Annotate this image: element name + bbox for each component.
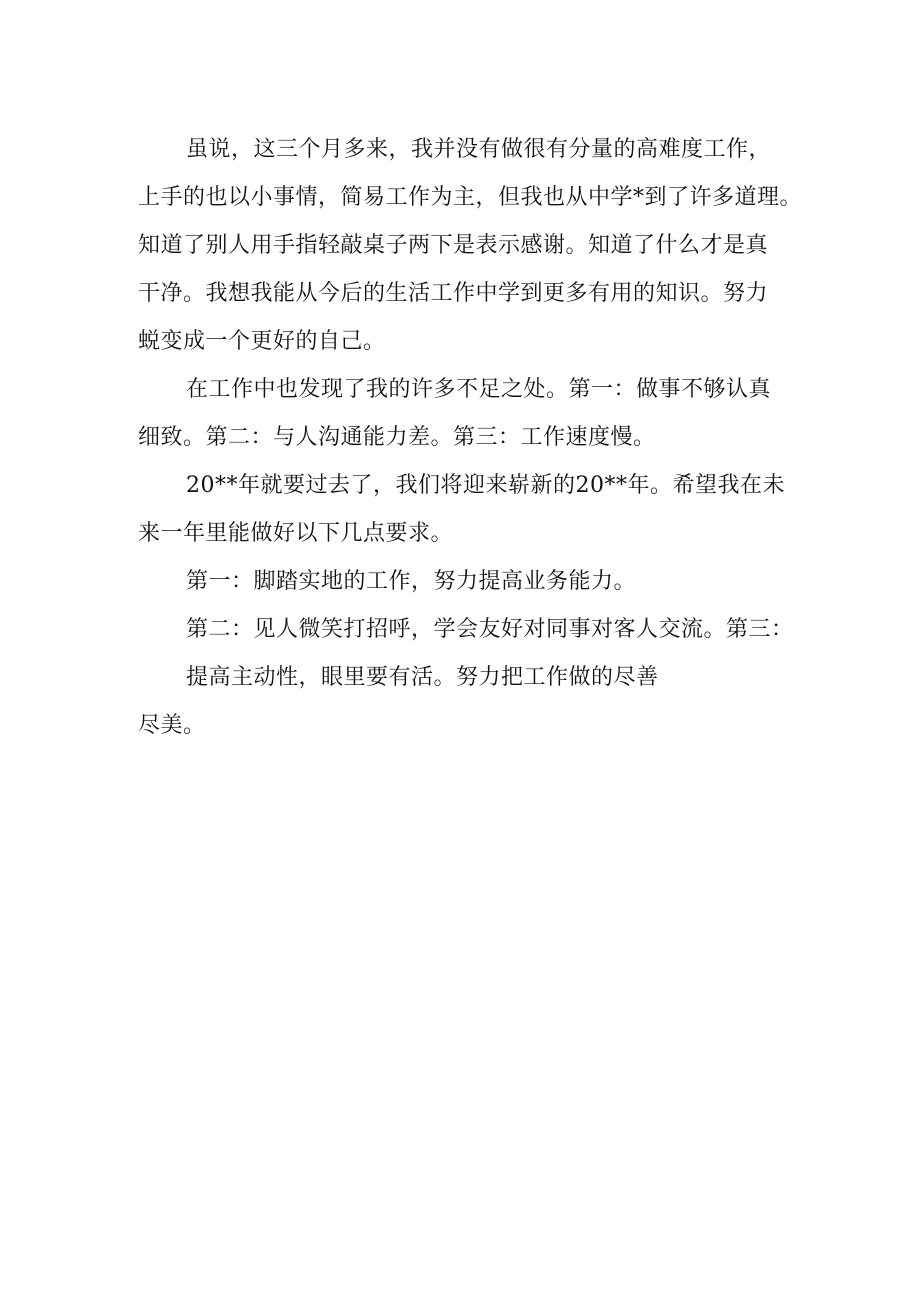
text-line: 第一：脚踏实地的工作，努力提高业务能力。 [186, 569, 637, 594]
text-line: 干净。我想我能从今后的生活工作中学到更多有用的知识。努力 [138, 281, 769, 306]
text-line: 20**年就要过去了，我们将迎来崭新的20**年。希望我在未 [186, 473, 785, 498]
text-line: 在工作中也发现了我的许多不足之处。第一：做事不够认真 [186, 377, 772, 402]
text-line: 尽美。 [138, 713, 206, 738]
text-line: 来一年里能做好以下几点要求。 [138, 521, 454, 546]
text-line: 上手的也以小事情，简易工作为主，但我也从中学*到了许多道理。 [138, 185, 803, 210]
text-line: 第二：见人微笑打招呼，学会友好对同事对客人交流。第三： [186, 617, 794, 642]
body-text [138, 126, 808, 750]
text-line: 蜕变成一个更好的自己。 [138, 329, 386, 354]
text-line: 虽说，这三个月多来，我并没有做很有分量的高难度工作， [186, 137, 772, 162]
text-line: 提高主动性，眼里要有活。努力把工作做的尽善 [186, 665, 659, 690]
text-line: 细致。第二：与人沟通能力差。第三：工作速度慢。 [138, 425, 656, 450]
text-line: 知道了别人用手指轻敲桌子两下是表示感谢。知道了什么才是真 [138, 233, 769, 258]
